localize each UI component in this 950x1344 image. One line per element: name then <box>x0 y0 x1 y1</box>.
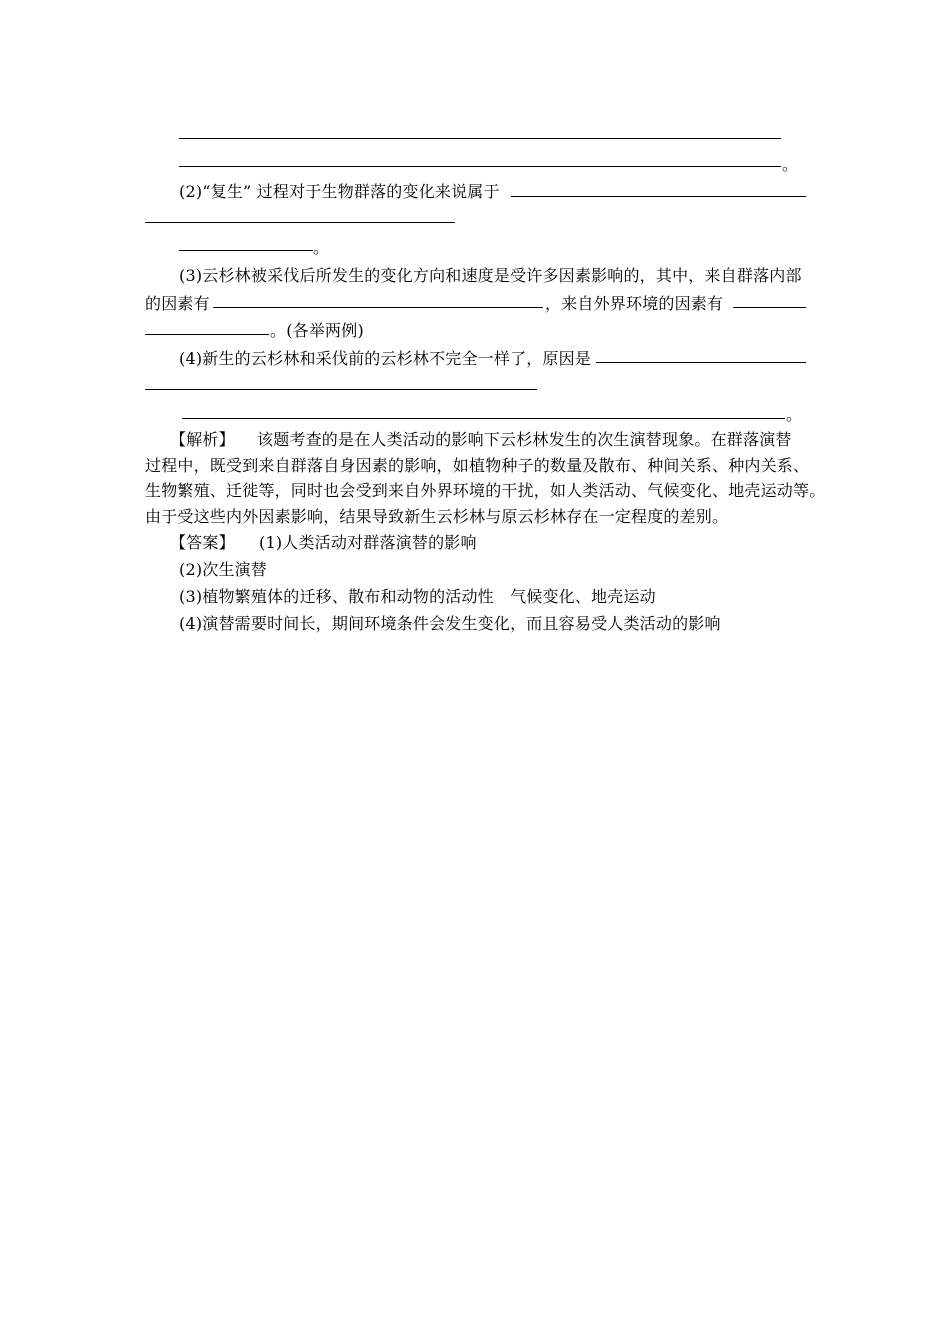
period-mark: 。 <box>786 405 803 424</box>
answer-1: (1)人类活动对群落演替的影响 <box>259 533 477 552</box>
answer-blank-line[interactable] <box>213 307 543 308</box>
question-4-text: (4)新生的云杉林和采伐前的云杉林不完全一样了，原因是 <box>179 349 592 368</box>
answer-3: (3)植物繁殖体的迁移、散布和动物的活动性 气候变化、地壳运动 <box>179 587 656 606</box>
analysis-line-4: 由于受这些内外因素影响，结果导致新生云杉林与原云杉林存在一定程度的差别。 <box>145 507 729 526</box>
answer-label: 【答案】 <box>170 533 235 552</box>
analysis-line-1: 该题考查的是在人类活动的影响下云杉林发生的次生演替现象。在群落演替 <box>257 430 792 449</box>
question-2-text: (2)“复生” 过程对于生物群落的变化来说属于 <box>179 182 500 201</box>
answer-blank-line[interactable] <box>179 166 781 167</box>
question-3-line-1: (3)云杉林被采伐后所发生的变化方向和速度是受许多因素影响的，其中，来自群落内部 <box>179 266 802 285</box>
period-mark: 。 <box>313 238 330 257</box>
answer-blank-line[interactable] <box>145 222 455 223</box>
answer-blank-line[interactable] <box>179 138 781 139</box>
period-mark: 。 <box>782 155 799 174</box>
answer-blank-line[interactable] <box>182 418 785 419</box>
answer-4: (4)演替需要时间长，期间环境条件会发生变化，而且容易受人类活动的影响 <box>179 614 721 633</box>
answer-blank-line[interactable] <box>179 250 313 251</box>
question-3-line-2-prefix: 的因素有 <box>145 294 210 313</box>
answer-blank-line[interactable] <box>733 307 806 308</box>
answer-blank-line[interactable] <box>596 362 806 363</box>
question-3-line-2-mid: ，来自外界环境的因素有 <box>545 294 724 313</box>
analysis-label: 【解析】 <box>170 430 235 449</box>
answer-blank-line[interactable] <box>145 334 269 335</box>
question-3-line-3-suffix: 。(各举两例) <box>270 321 364 340</box>
answer-2: (2)次生演替 <box>179 560 268 579</box>
answer-blank-line[interactable] <box>511 196 806 197</box>
answer-blank-line[interactable] <box>145 389 537 390</box>
analysis-line-3: 生物繁殖、迁徙等，同时也会受到来自外界环境的干扰，如人类活动、气候变化、地壳运动等。 <box>145 481 826 500</box>
analysis-line-2: 过程中，既受到来自群落自身因素的影响，如植物种子的数量及散布、种间关系、种内关系、 <box>145 456 810 475</box>
